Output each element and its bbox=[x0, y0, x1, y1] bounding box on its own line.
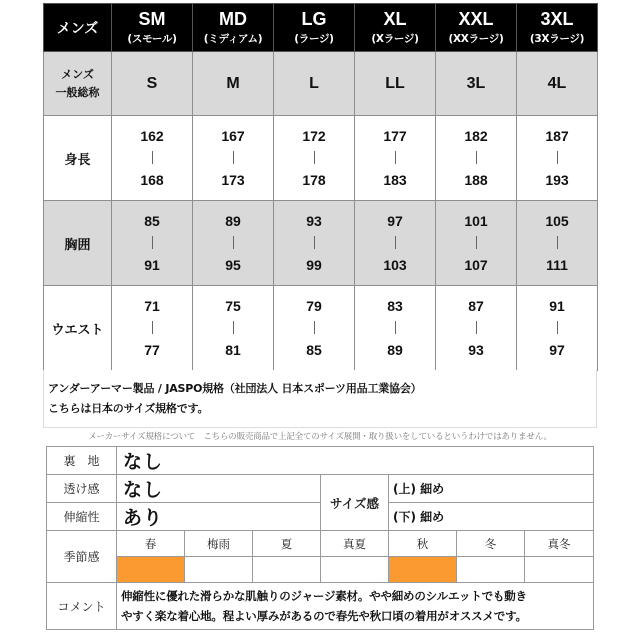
range-cell bbox=[436, 286, 517, 371]
range-separator bbox=[152, 151, 153, 164]
size-header-lg bbox=[274, 4, 355, 52]
range-min: 105 bbox=[545, 213, 569, 229]
range-min: 85 bbox=[144, 213, 160, 229]
season-midsummer: 真夏 bbox=[321, 531, 389, 557]
range-max: 91 bbox=[144, 257, 160, 273]
range-max: 89 bbox=[387, 342, 403, 358]
range-min: 97 bbox=[387, 213, 403, 229]
size-standard-note bbox=[43, 370, 597, 428]
range-min: 93 bbox=[306, 213, 322, 229]
season-indicator-spring bbox=[117, 557, 185, 583]
range-min: 87 bbox=[468, 298, 484, 314]
stretch-label: 伸縮性 bbox=[47, 503, 117, 531]
range-cell bbox=[112, 286, 193, 371]
season-indicator-midsummer bbox=[321, 557, 389, 583]
range-cell bbox=[436, 201, 517, 286]
fit-bottom-value: (下) 細め bbox=[389, 503, 594, 531]
range-min: 182 bbox=[464, 128, 488, 144]
range-separator bbox=[476, 236, 477, 249]
sheerness-row bbox=[47, 475, 594, 503]
stretch-value: あり bbox=[117, 503, 321, 531]
season-indicator-autumn bbox=[389, 557, 457, 583]
range-max: 183 bbox=[383, 172, 407, 188]
comment-text bbox=[117, 583, 594, 630]
size-name: (Xラージ) bbox=[371, 32, 419, 45]
range-max: 77 bbox=[144, 342, 160, 358]
general-size-value: 4L bbox=[517, 52, 598, 116]
season-label: 季節感 bbox=[47, 531, 117, 583]
size-code: MD bbox=[219, 8, 247, 29]
waist-row bbox=[44, 286, 598, 371]
range-separator bbox=[476, 321, 477, 334]
range-max: 107 bbox=[464, 257, 488, 273]
range-min: 71 bbox=[144, 298, 160, 314]
range-cell bbox=[112, 201, 193, 286]
range-cell bbox=[517, 116, 598, 201]
range-min: 187 bbox=[545, 128, 569, 144]
range-separator bbox=[557, 321, 558, 334]
range-cell bbox=[355, 116, 436, 201]
range-cell bbox=[193, 116, 274, 201]
comment-label: コメント bbox=[47, 583, 117, 630]
size-name: (ミディアム) bbox=[203, 32, 263, 45]
range-max: 95 bbox=[225, 257, 241, 273]
season-rainy: 梅雨 bbox=[185, 531, 253, 557]
range-separator bbox=[395, 151, 396, 164]
size-code: XXL bbox=[458, 8, 494, 29]
range-cell bbox=[517, 286, 598, 371]
note-line-1: アンダーアーマー製品 / JASPO規格（社団法人 日本スポーツ用品工業協会） bbox=[48, 382, 422, 395]
comment-row bbox=[47, 583, 594, 630]
range-separator bbox=[233, 321, 234, 334]
size-name: (3Xラージ) bbox=[529, 32, 585, 45]
maker-size-footnote: メーカーサイズ規格について こちらの販売商品で上記全てのサイズ展開・取り扱いをしているというわけではありません。 bbox=[88, 432, 552, 442]
range-separator bbox=[557, 236, 558, 249]
range-max: 99 bbox=[306, 257, 322, 273]
general-size-row bbox=[44, 52, 598, 116]
chest-label: 胸囲 bbox=[44, 201, 112, 286]
season-indicator-midwinter bbox=[525, 557, 594, 583]
general-size-value: S bbox=[112, 52, 193, 116]
range-min: 172 bbox=[302, 128, 326, 144]
range-cell bbox=[112, 116, 193, 201]
comment-line-2: やすく楽な着心地。程よい厚みがあるので春先や秋口頃の着用がオススメです。 bbox=[121, 609, 527, 623]
range-min: 79 bbox=[306, 298, 322, 314]
season-winter: 冬 bbox=[457, 531, 525, 557]
general-label-line2: 一般総称 bbox=[55, 85, 100, 99]
range-min: 162 bbox=[140, 128, 164, 144]
season-summer: 夏 bbox=[253, 531, 321, 557]
range-separator bbox=[395, 236, 396, 249]
product-spec-table bbox=[46, 446, 594, 630]
range-separator bbox=[152, 236, 153, 249]
note-line-2: こちらは日本のサイズ規格です。 bbox=[48, 402, 209, 415]
range-cell bbox=[274, 116, 355, 201]
range-min: 89 bbox=[225, 213, 241, 229]
season-autumn: 秋 bbox=[389, 531, 457, 557]
range-min: 83 bbox=[387, 298, 403, 314]
season-indicator-rainy bbox=[185, 557, 253, 583]
general-size-label bbox=[44, 52, 112, 116]
corner-label: メンズ bbox=[44, 4, 112, 52]
range-min: 177 bbox=[383, 128, 407, 144]
season-midwinter: 真冬 bbox=[525, 531, 594, 557]
range-max: 103 bbox=[383, 257, 407, 273]
size-name: (スモール) bbox=[127, 32, 177, 45]
range-max: 93 bbox=[468, 342, 484, 358]
lining-row bbox=[47, 447, 594, 475]
range-cell bbox=[517, 201, 598, 286]
range-separator bbox=[314, 321, 315, 334]
range-cell bbox=[355, 201, 436, 286]
range-separator bbox=[476, 151, 477, 164]
range-max: 85 bbox=[306, 342, 322, 358]
waist-label: ウエスト bbox=[44, 286, 112, 371]
range-cell bbox=[436, 116, 517, 201]
range-min: 75 bbox=[225, 298, 241, 314]
season-spring: 春 bbox=[117, 531, 185, 557]
range-cell bbox=[355, 286, 436, 371]
range-max: 178 bbox=[302, 172, 326, 188]
size-header-row bbox=[44, 4, 598, 52]
range-separator bbox=[557, 151, 558, 164]
size-header-md bbox=[193, 4, 274, 52]
range-cell bbox=[193, 286, 274, 371]
general-label-line1: メンズ bbox=[61, 67, 94, 81]
range-min: 91 bbox=[549, 298, 565, 314]
lining-value: なし bbox=[117, 447, 594, 475]
range-separator bbox=[314, 151, 315, 164]
size-header-3xl bbox=[517, 4, 598, 52]
size-header-xl bbox=[355, 4, 436, 52]
size-code: XL bbox=[383, 8, 407, 29]
general-size-value: 3L bbox=[436, 52, 517, 116]
range-separator bbox=[314, 236, 315, 249]
height-row bbox=[44, 116, 598, 201]
general-size-value: L bbox=[274, 52, 355, 116]
range-cell bbox=[274, 286, 355, 371]
chest-row bbox=[44, 201, 598, 286]
sheerness-label: 透け感 bbox=[47, 475, 117, 503]
season-indicator-summer bbox=[253, 557, 321, 583]
comment-line-1: 伸縮性に優れた滑らかな肌触りのジャージ素材。やや細めのシルエットでも動き bbox=[121, 589, 527, 603]
general-size-value: LL bbox=[355, 52, 436, 116]
general-size-value: M bbox=[193, 52, 274, 116]
fit-top-value: (上) 細め bbox=[389, 475, 594, 503]
range-separator bbox=[233, 236, 234, 249]
size-header-sm bbox=[112, 4, 193, 52]
size-chart-table bbox=[43, 3, 598, 371]
sheerness-value: なし bbox=[117, 475, 321, 503]
range-separator bbox=[152, 321, 153, 334]
fit-label: サイズ感 bbox=[321, 475, 389, 531]
range-min: 101 bbox=[464, 213, 488, 229]
season-indicator-winter bbox=[457, 557, 525, 583]
range-max: 173 bbox=[221, 172, 245, 188]
season-indicator-row bbox=[47, 557, 594, 583]
size-code: SM bbox=[138, 8, 166, 29]
range-max: 81 bbox=[225, 342, 241, 358]
lining-label: 裏 地 bbox=[47, 447, 117, 475]
range-max: 188 bbox=[464, 172, 488, 188]
range-max: 168 bbox=[140, 172, 164, 188]
size-name: (ラージ) bbox=[294, 32, 334, 45]
size-name: (XXラージ) bbox=[448, 32, 504, 45]
size-code: LG bbox=[301, 8, 327, 29]
range-max: 193 bbox=[545, 172, 569, 188]
size-header-xxl bbox=[436, 4, 517, 52]
season-name-row bbox=[47, 531, 594, 557]
size-code: 3XL bbox=[540, 8, 574, 29]
stretch-row bbox=[47, 503, 594, 531]
range-separator bbox=[395, 321, 396, 334]
range-separator bbox=[233, 151, 234, 164]
range-cell bbox=[274, 201, 355, 286]
height-label: 身長 bbox=[44, 116, 112, 201]
range-min: 167 bbox=[221, 128, 245, 144]
range-max: 111 bbox=[546, 257, 568, 273]
range-max: 97 bbox=[549, 342, 565, 358]
range-cell bbox=[193, 201, 274, 286]
